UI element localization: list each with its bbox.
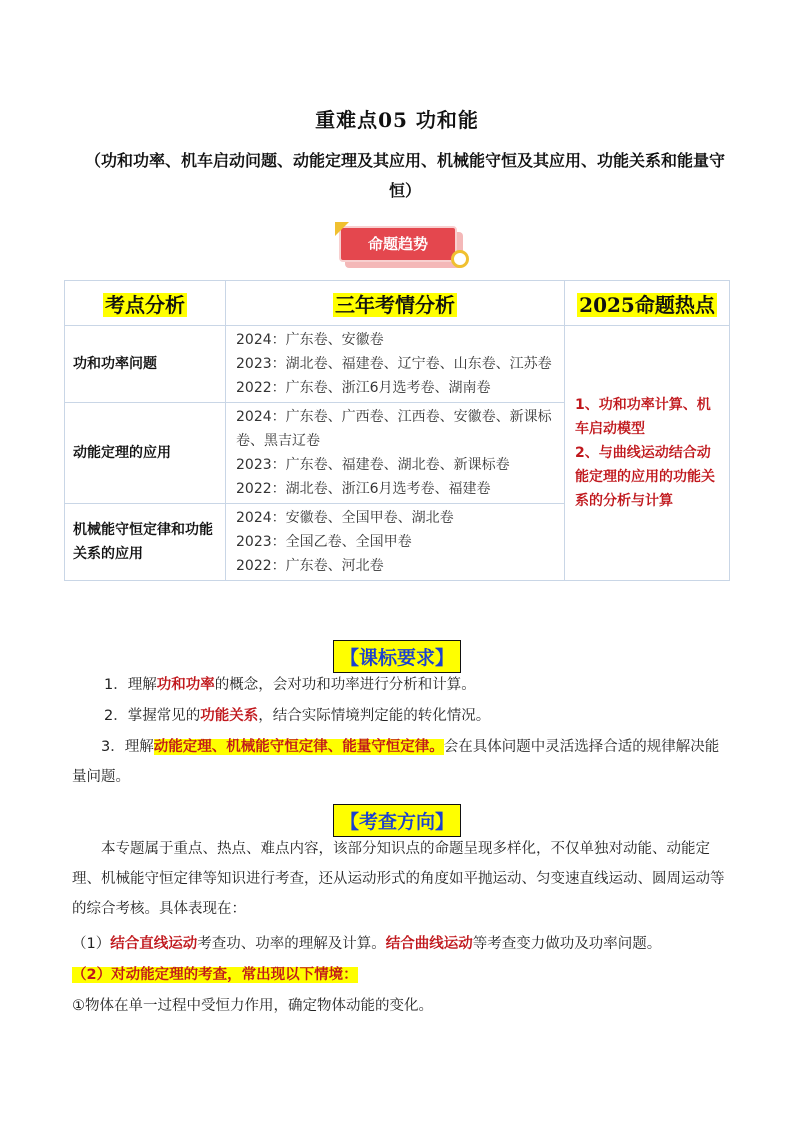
curriculum-item: 3．理解动能定理、机械能守恒定律、能量守恒定律。会在具体问题中灵活选择合适的规律解决能量问题。 xyxy=(72,739,720,785)
direction-point-3: ①物体在单一过程中受恒力作用，确定物体动能的变化。 xyxy=(72,998,433,1014)
badge-label: 命题趋势 xyxy=(339,226,457,262)
page-subtitle: （功和功率、机车启动问题、动能定理及其应用、机械能守恒及其应用、功能关系和能量守恒） xyxy=(84,151,725,200)
direction-intro: 本专题属于重点、热点、难点内容，该部分知识点的命题呈现多样化，不仅单独对动能、动能定理、机械能守恒定律等知识进行考查，还从运动形式的角度如平抛运动、匀变速直线运动、圆周运动等的综合考核。具体表现在： xyxy=(72,841,725,917)
table-row xyxy=(65,326,730,403)
direction-point-1: （1）结合直线运动考查功、功率的理解及计算。结合曲线运动等考查变力做功及功率问题。 xyxy=(72,936,662,952)
topic-cell: 动能定理的应用 xyxy=(65,403,226,504)
hot-cell: 1、功和功率计算、机车启动模型 2、与曲线运动结合动能定理的应用的功能关系的分析与计算 xyxy=(565,326,730,581)
trend-badge xyxy=(339,226,479,274)
topic-cell: 机械能守恒定律和功能关系的应用 xyxy=(65,504,226,581)
direction-point-2: （2）对动能定理的考查，常出现以下情境： xyxy=(72,967,358,983)
trend-table xyxy=(64,280,730,581)
header-hot: 2025命题热点 xyxy=(565,281,730,326)
years-cell: 2024：安徽卷、全国甲卷、湖北卷 2023：全国乙卷、全国甲卷 2022：广东卷、河北卷 xyxy=(226,504,565,581)
page-title: 重难点05 功和能 xyxy=(315,108,479,132)
flag-icon xyxy=(335,222,349,236)
curriculum-heading: 【课标要求】 xyxy=(0,640,794,673)
direction-heading: 【考查方向】 xyxy=(0,804,794,837)
table-header-row xyxy=(65,281,730,326)
curriculum-item: 2．掌握常见的功能关系，结合实际情境判定能的转化情况。 xyxy=(104,708,491,724)
years-cell: 2024：广东卷、安徽卷 2023：湖北卷、福建卷、辽宁卷、山东卷、江苏卷 2022：广东卷、浙江6月选考卷、湖南卷 xyxy=(226,326,565,403)
ring-icon xyxy=(451,250,469,268)
curriculum-item: 1．理解功和功率的概念，会对功和功率进行分析和计算。 xyxy=(104,677,476,693)
header-topic: 考点分析 xyxy=(65,281,226,326)
header-years: 三年考情分析 xyxy=(226,281,565,326)
years-cell: 2024：广东卷、广西卷、江西卷、安徽卷、新课标卷、黑吉辽卷 2023：广东卷、福建卷、湖北卷、新课标卷 2022：湖北卷、浙江6月选考卷、福建卷 xyxy=(226,403,565,504)
topic-cell: 功和功率问题 xyxy=(65,326,226,403)
